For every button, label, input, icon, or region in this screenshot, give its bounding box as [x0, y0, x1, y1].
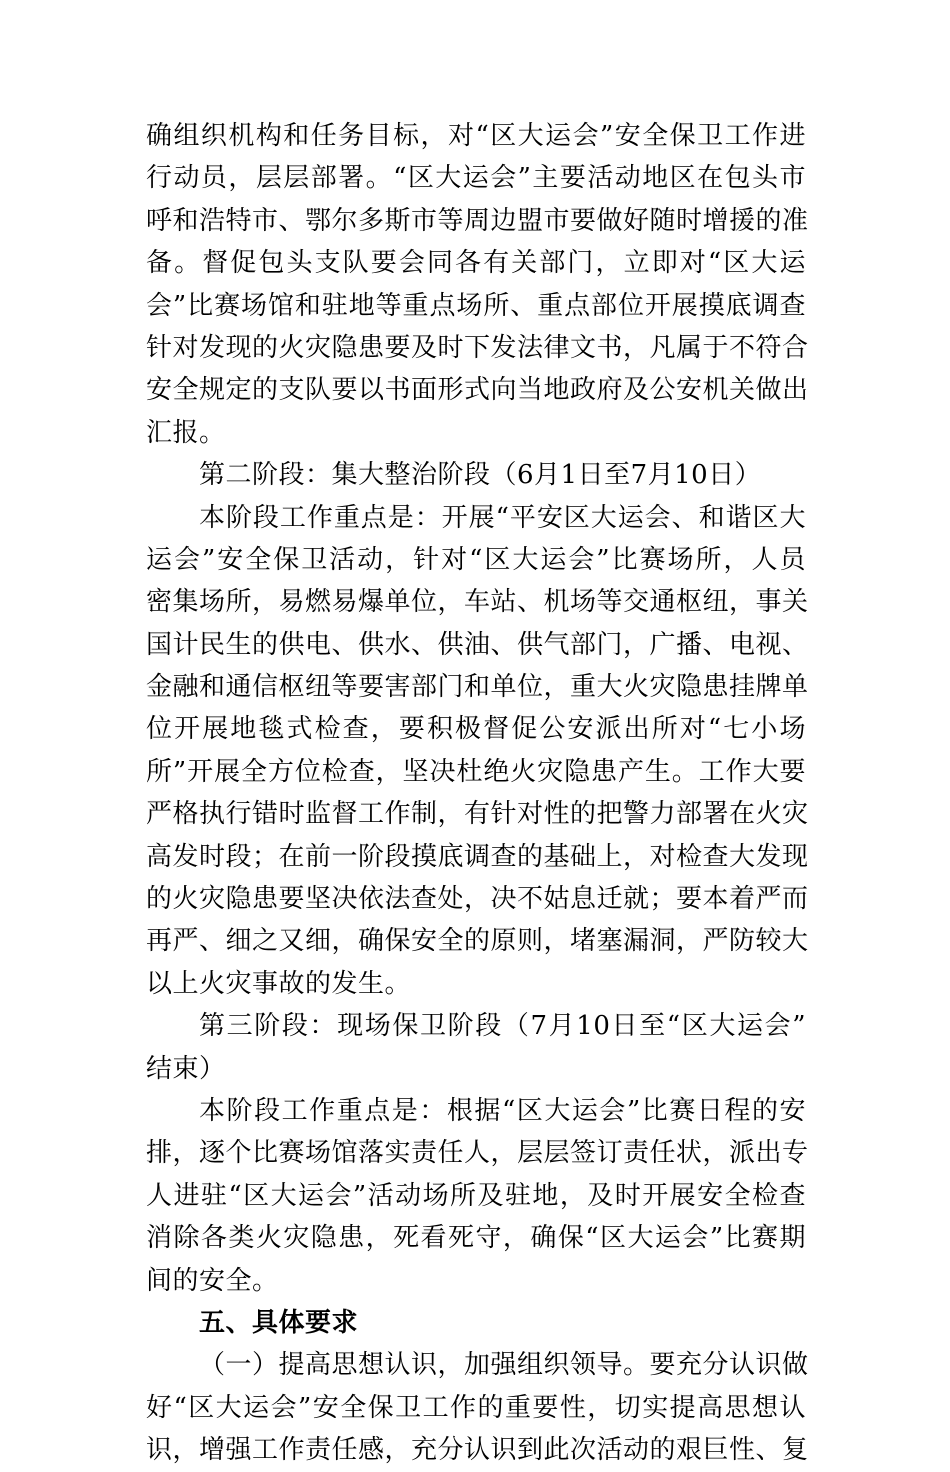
text-line: 人进驻“区大运会”活动场所及驻地，及时开展安全检查: [146, 1180, 806, 1211]
text-line: 高发时段；在前一阶段摸底调查的基础上，对检查大发现: [146, 841, 809, 872]
text-line: 识，增强工作责任感，充分认识到此次活动的艰巨性、复: [146, 1435, 809, 1466]
text-line: 针对发现的火灾隐患要及时下发法律文书，凡属于不符合: [146, 332, 809, 363]
text-line: 的火灾隐患要坚决依法查处，决不姑息迁就；要本着严而: [146, 884, 809, 915]
text-line: （一）提高思想认识，加强组织领导。要充分认识做: [199, 1350, 809, 1381]
text-line: 汇报。: [146, 417, 226, 448]
text-line: 消除各类火灾隐患，死看死守，确保“区大运会”比赛期: [146, 1223, 806, 1254]
text-line: 密集场所，易燃易爆单位，车站、机场等交通枢纽，事关: [146, 587, 809, 618]
text-line: 结束）: [146, 1053, 226, 1084]
text-line: 排，逐个比赛场馆落实责任人，层层签订责任状，派出专: [146, 1138, 809, 1169]
text-line: 运会”安全保卫活动，针对“区大运会”比赛场所，人员: [146, 544, 806, 575]
text-line: 好“区大运会”安全保卫工作的重要性，切实提高思想认: [146, 1392, 806, 1423]
text-line: 严格执行错时监督工作制，有针对性的把警力部署在火灾: [146, 799, 809, 830]
text-line: 再严、细之又细，确保安全的原则，堵塞漏洞，严防较大: [146, 926, 809, 957]
text-line: 本阶段工作重点是：根据“区大运会”比赛日程的安: [199, 1095, 806, 1126]
text-line: 国计民生的供电、供水、供油、供气部门，广播、电视、: [146, 629, 809, 660]
text-line: 本阶段工作重点是：开展“平安区大运会、和谐区大: [199, 502, 806, 533]
text-line: 所”开展全方位检查，坚决杜绝火灾隐患产生。工作大要: [146, 756, 806, 787]
text-line: 位开展地毯式检查，要积极督促公安派出所对“七小场: [146, 714, 806, 745]
text-line: 第三阶段：现场保卫阶段（7月10日至“区大运会”: [199, 1011, 806, 1042]
text-line: 确组织机构和任务目标，对“区大运会”安全保卫工作进: [146, 121, 806, 151]
text-line: 呼和浩特市、鄂尔多斯市等周边盟市要做好随时增援的准: [146, 205, 809, 236]
text-line: 会”比赛场馆和驻地等重点场所、重点部位开展摸底调查: [146, 290, 806, 321]
text-line: 金融和通信枢纽等要害部门和单位，重大火灾隐患挂牌单: [146, 672, 809, 703]
document-body: [146, 115, 809, 1472]
text-line: 间的安全。: [146, 1265, 279, 1296]
section-heading: 五、具体要求: [199, 1307, 359, 1338]
text-line: 安全规定的支队要以书面形式向当地政府及公安机关做出: [146, 375, 809, 406]
text-line: 以上火灾事故的发生。: [146, 968, 412, 999]
text-line: 第二阶段：集大整治阶段（6月1日至7月10日）: [199, 460, 762, 491]
text-line: 备。督促包头支队要会同各有关部门，立即对“区大运: [146, 248, 806, 279]
text-line: 行动员，层层部署。“区大运会”主要活动地区在包头市: [146, 163, 806, 194]
